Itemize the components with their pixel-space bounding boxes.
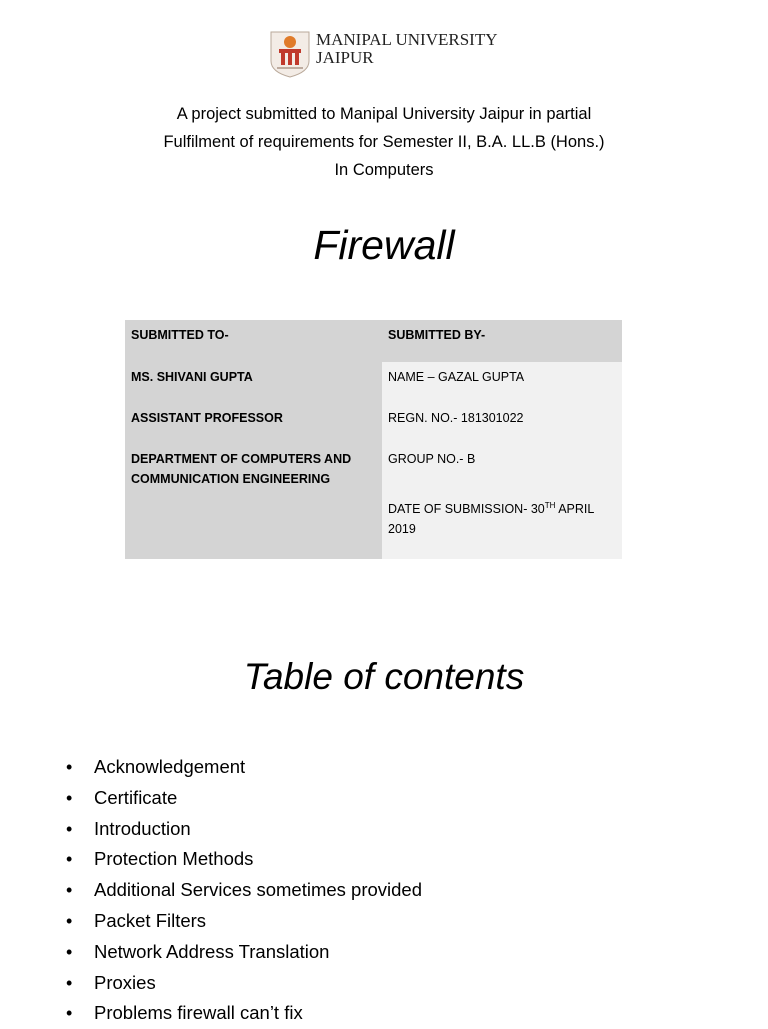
empty-cell <box>125 494 382 559</box>
table-row <box>125 494 622 559</box>
toc-item-label: Packet Filters <box>94 909 207 931</box>
university-name-line2: JAIPUR <box>316 48 374 67</box>
group-number: GROUP NO.- B <box>382 444 622 494</box>
teacher-title: ASSISTANT PROFESSOR <box>125 403 382 444</box>
toc-item-label: Certificate <box>94 786 178 808</box>
date-month: APRIL <box>555 502 595 516</box>
bullet-icon: • <box>66 757 73 777</box>
bullet-icon: • <box>66 880 73 901</box>
list-item <box>60 937 422 968</box>
toc-item-label: Protection Methods <box>94 848 254 870</box>
submitted-by-header: SUBMITTED BY- <box>382 320 622 362</box>
university-logo <box>268 28 504 78</box>
submission-table <box>125 320 622 559</box>
bullet-icon: • <box>66 787 73 808</box>
date-ordinal: TH <box>544 500 556 510</box>
date-prefix: DATE OF SUBMISSION- 30 <box>388 502 545 516</box>
bullet-icon: • <box>66 910 73 931</box>
list-item <box>60 783 422 814</box>
bullet-icon: • <box>66 972 73 993</box>
toc-item-label: Additional Services sometimes provided <box>94 879 423 901</box>
table-row <box>125 444 622 494</box>
list-item <box>60 998 422 1029</box>
university-name <box>316 31 498 67</box>
intro-line-2: Fulfilment of requirements for Semester II, B.A. LL.B (Hons.) <box>163 133 605 151</box>
intro-line-3: In Computers <box>334 161 434 179</box>
toc-item-label: Proxies <box>94 971 156 993</box>
table-row <box>125 362 622 403</box>
list-item <box>60 752 422 783</box>
list-item <box>60 968 422 999</box>
table-row <box>125 403 622 444</box>
bullet-icon: • <box>66 1003 73 1024</box>
intro-line-1: A project submitted to Manipal University Jaipur in partial <box>176 105 592 123</box>
toc-title: Table of contents <box>243 656 525 697</box>
department-line-2: COMMUNICATION ENGINEERING <box>131 472 331 486</box>
bullet-icon: • <box>66 849 73 870</box>
student-name: NAME – GAZAL GUPTA <box>382 362 622 403</box>
teacher-name: MS. SHIVANI GUPTA <box>125 362 382 403</box>
toc-item-label: Problems firewall can’t fix <box>94 1002 303 1024</box>
date-year: 2019 <box>388 522 416 536</box>
list-item <box>60 875 422 906</box>
registration-number: REGN. NO.- 181301022 <box>382 403 622 444</box>
list-item <box>60 906 422 937</box>
table-row <box>125 320 622 362</box>
bullet-icon: • <box>66 941 73 962</box>
department <box>125 444 382 494</box>
document-title: Firewall <box>313 222 455 268</box>
project-intro <box>84 100 684 184</box>
university-emblem-icon <box>268 28 312 78</box>
bullet-icon: • <box>66 818 73 839</box>
list-item <box>60 844 422 875</box>
submitted-to-header: SUBMITTED TO- <box>125 320 382 362</box>
submission-date <box>382 494 622 559</box>
list-item <box>60 814 422 845</box>
toc-item-label: Acknowledgement <box>94 756 246 777</box>
toc-item-label: Introduction <box>94 817 191 839</box>
university-name-line1: MANIPAL UNIVERSITY <box>316 30 498 49</box>
department-line-1: DEPARTMENT OF COMPUTERS AND <box>131 452 352 466</box>
toc-item-label: Network Address Translation <box>94 940 330 962</box>
toc-list <box>60 752 422 1029</box>
